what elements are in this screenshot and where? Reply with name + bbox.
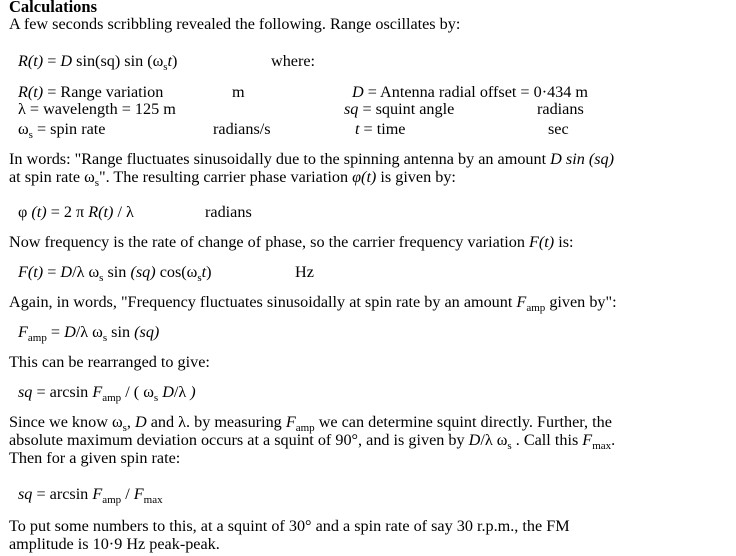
freq-b: F(t): [529, 233, 555, 251]
again-c: given by":: [545, 293, 617, 311]
eq1-close: ): [172, 52, 178, 70]
eq3-sub2: s: [197, 272, 202, 284]
intro-text: A few seconds scribbling revealed the following. Range oscillates by:: [9, 15, 461, 33]
since-k: F: [582, 431, 593, 449]
eq6-b: = arcsin: [32, 485, 93, 503]
eq6-a: sq: [18, 485, 33, 503]
def-t: [355, 120, 406, 138]
words-paragraph-1-line-1: [9, 150, 614, 168]
def-sq: [344, 100, 454, 118]
eq5-d: / ( ω: [121, 383, 154, 401]
closing-line-2: amplitude is 10·9 Hz peak-peak.: [9, 535, 220, 553]
eq1-omega: ω: [152, 52, 164, 70]
eq1-where: where:: [271, 52, 316, 70]
since-c: D: [134, 413, 147, 431]
eq4-e: sin: [107, 323, 135, 341]
famp-equation: [18, 323, 160, 344]
squint-equation-1: [18, 383, 196, 404]
freq-a: Now frequency is the rate of change of phase, so the carrier frequency variation: [9, 233, 530, 251]
again-b: F: [516, 293, 527, 311]
def-r: [18, 83, 163, 101]
def-sq-text: = squint angle: [358, 100, 455, 118]
since-j: . Call this: [511, 431, 583, 449]
eq2-unit: radians: [205, 203, 252, 221]
def-d-sym: D: [352, 83, 364, 101]
def-omega-sym: ω: [18, 120, 29, 138]
def-omega: [18, 120, 106, 141]
eq3-g: cos(ω: [155, 263, 198, 281]
since-b: ,: [126, 413, 135, 431]
eq3-f: (sq): [130, 263, 156, 281]
def-t-text: = time: [359, 120, 406, 138]
eq5-sub2: s: [153, 392, 159, 404]
since-i-sub: s: [507, 440, 512, 452]
eq5-sub: amp: [102, 392, 122, 404]
frequency-text: [9, 233, 574, 251]
eq6-sub: amp: [102, 494, 122, 506]
words1-f: is given by:: [376, 168, 456, 186]
def-lambda-text: = wavelength = 125 m: [25, 100, 176, 118]
eq1-eqsign: =: [43, 52, 61, 70]
again-b-sub: amp: [526, 302, 546, 314]
eq4-d: /λ ω: [75, 323, 103, 341]
since-f: we can determine squint directly. Further, the: [314, 413, 612, 431]
phase-equation: [18, 203, 252, 221]
eq6-e: F: [133, 485, 144, 503]
def-sq-unit: radians: [537, 100, 584, 118]
words1-d: ". The resulting carrier phase variation: [99, 168, 353, 186]
def-t-sym: t: [355, 120, 360, 138]
eq2-a: φ: [18, 203, 32, 221]
eq5-g: ): [190, 383, 196, 401]
freq-c: is:: [554, 233, 574, 251]
since-e-sub: amp: [295, 422, 315, 434]
def-omega-unit: radians/s: [213, 120, 271, 138]
words1-a: In words: "Range fluctuates sinusoidally due to the spinning antenna by an amount: [9, 150, 551, 168]
eq6-sub2: max: [143, 494, 163, 506]
words-paragraph-1-line-2: [9, 168, 456, 189]
eq4-c: D: [64, 323, 76, 341]
def-r-text: = Range variation: [43, 83, 164, 101]
eq2-b: (t): [31, 203, 47, 221]
def-d-text: = Antenna radial offset = 0·434 m: [363, 83, 589, 101]
eq2-c: = 2 π: [46, 203, 89, 221]
eq4-a: F: [18, 323, 28, 341]
eq3-e: sin: [103, 263, 131, 281]
eq5-c: F: [92, 383, 103, 401]
since-g: absolute maximum deviation occurs at a squint of 90°, and is given by: [9, 431, 469, 449]
eq1-sin: sin(sq) sin (: [72, 52, 153, 70]
eq1-sub: s: [163, 61, 168, 73]
eq3-a: F(t): [18, 263, 44, 281]
eq6-c: F: [92, 485, 103, 503]
eq3-h: t: [201, 263, 207, 281]
eq3-c: D: [60, 263, 73, 281]
squint-equation-2: [18, 485, 163, 506]
words1-e: φ(t): [352, 168, 377, 186]
def-d: [352, 83, 588, 101]
eq3-d: /λ ω: [72, 263, 100, 281]
since-a-sub: s: [122, 422, 127, 434]
def-r-sym: R(t): [18, 83, 44, 101]
since-d: and λ. by measuring: [146, 413, 286, 431]
eq1-lhs: R(t): [18, 52, 44, 70]
def-lambda: [18, 100, 176, 118]
words1-c: at spin rate ω: [9, 168, 95, 186]
eq2-e: / λ: [113, 203, 134, 221]
closing-line-1: To put some numbers to this, at a squint of 30° and a spin rate of say 30 r.p.m., the FM: [9, 517, 570, 535]
eq5-f: /λ: [173, 383, 191, 401]
def-omega-sub: s: [28, 129, 33, 141]
eq3-b: =: [43, 263, 61, 281]
eq6-d: /: [121, 485, 134, 503]
again-a: Again, in words, "Frequency fluctuates sinusoidally at spin rate by an amount: [9, 293, 517, 311]
since-i: /λ ω: [480, 431, 508, 449]
eq4-sub2: s: [102, 332, 108, 344]
since-e: F: [285, 413, 296, 431]
words1-b: D sin (sq): [550, 150, 615, 168]
rearranged-text: This can be rearranged to give:: [9, 353, 210, 371]
eq5-a: sq: [18, 383, 33, 401]
eq4-sub: amp: [27, 332, 47, 344]
since-line-3: Then for a given spin rate:: [9, 449, 181, 467]
def-sq-sym: sq: [344, 100, 359, 118]
def-lambda-sym: λ: [18, 100, 26, 118]
since-a: Since we know ω: [9, 413, 123, 431]
eq3-i: ): [206, 263, 212, 281]
frequency-equation: [18, 263, 314, 284]
since-line-1: [9, 413, 727, 434]
since-line-2: [9, 431, 616, 452]
eq4-f: (sq): [134, 323, 160, 341]
range-equation: [18, 52, 316, 73]
since-h: D: [468, 431, 481, 449]
eq2-d: R(t): [88, 203, 114, 221]
section-heading: Calculations: [9, 0, 98, 16]
eq1-d: D: [60, 52, 73, 70]
words1-c-sub: s: [94, 177, 100, 189]
again-text: [9, 293, 617, 314]
eq1-t: t: [167, 52, 173, 70]
eq3-unit: Hz: [295, 263, 314, 281]
since-l: .: [611, 431, 616, 449]
since-k-sub: max: [592, 440, 612, 452]
eq4-b: =: [46, 323, 65, 341]
eq5-e: D: [158, 383, 174, 401]
eq5-b: = arcsin: [32, 383, 93, 401]
def-t-unit: sec: [548, 120, 569, 138]
def-r-unit: m: [232, 83, 245, 101]
eq3-sub: s: [99, 272, 104, 284]
def-omega-text: = spin rate: [32, 120, 106, 138]
